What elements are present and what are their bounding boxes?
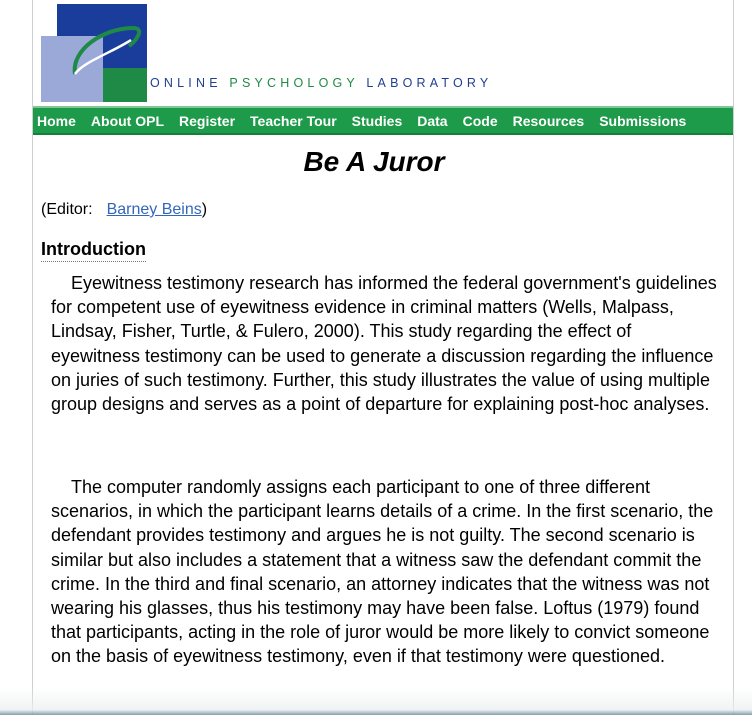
nav-studies[interactable]: Studies (351, 112, 403, 129)
intro-paragraph-2: The computer randomly assigns each participant to one of three different scenarios, in which the participant learns details of a crime. In the first scenario, the defendant provides testimony and argues he is not guilty. The second scenario is similar but also includes a statement that a witness saw the defendant commit the crime. In the third and final scenario, an attorney indicates that the witness was not wearing his glasses, thus his testimony may have been false. Loftus (1979) found that participants, acting in the role of juror would be more likely to convict someone on the basis of eyewitness testimony, even if that testimony were questioned. (51, 477, 714, 667)
logo-tagline-highlight: PSYCHOLOGY (229, 76, 359, 90)
nav-code[interactable]: Code (462, 112, 498, 129)
nav-submissions[interactable]: Submissions (599, 112, 687, 129)
opl-logo[interactable] (33, 0, 733, 104)
section-heading-introduction: Introduction (41, 239, 146, 262)
page-container (32, 0, 734, 715)
nav-resources[interactable]: Resources (512, 112, 585, 129)
logo-tagline-prefix: ONLINE (150, 76, 230, 90)
nav-teacher-tour[interactable]: Teacher Tour (250, 112, 337, 129)
bottom-fade (0, 688, 752, 715)
nav-about-opl[interactable]: About OPL (90, 112, 165, 129)
opl-logo-graphic (33, 0, 153, 104)
nav-data[interactable]: Data (417, 112, 448, 129)
nav-register[interactable]: Register (179, 112, 236, 129)
page-title: Be A Juror (303, 146, 445, 177)
logo-tagline (150, 76, 492, 90)
editor-prefix: (Editor: (41, 201, 93, 218)
nav-home[interactable]: Home (37, 112, 76, 129)
editor-suffix: ) (201, 201, 208, 218)
intro-paragraph-1: Eyewitness testimony research has informed the federal government's guidelines for competent use of eyewitness evidence in criminal matters (Wells, Malpass, Lindsay, Fisher, Turtle, & Fulero, 2000). This study regarding the effect of eyewitness testimony can be used to generate a discussion regarding the influence on juries of such testimony. Further, this study illustrates the value of using multiple group designs and serves as a point of departure for explaining post-hoc analyses. (51, 273, 717, 415)
main-nav (33, 106, 733, 135)
editor-link[interactable]: Barney Beins (106, 201, 202, 218)
logo-tagline-suffix: LABORATORY (358, 76, 493, 90)
editor-credit (41, 201, 207, 219)
